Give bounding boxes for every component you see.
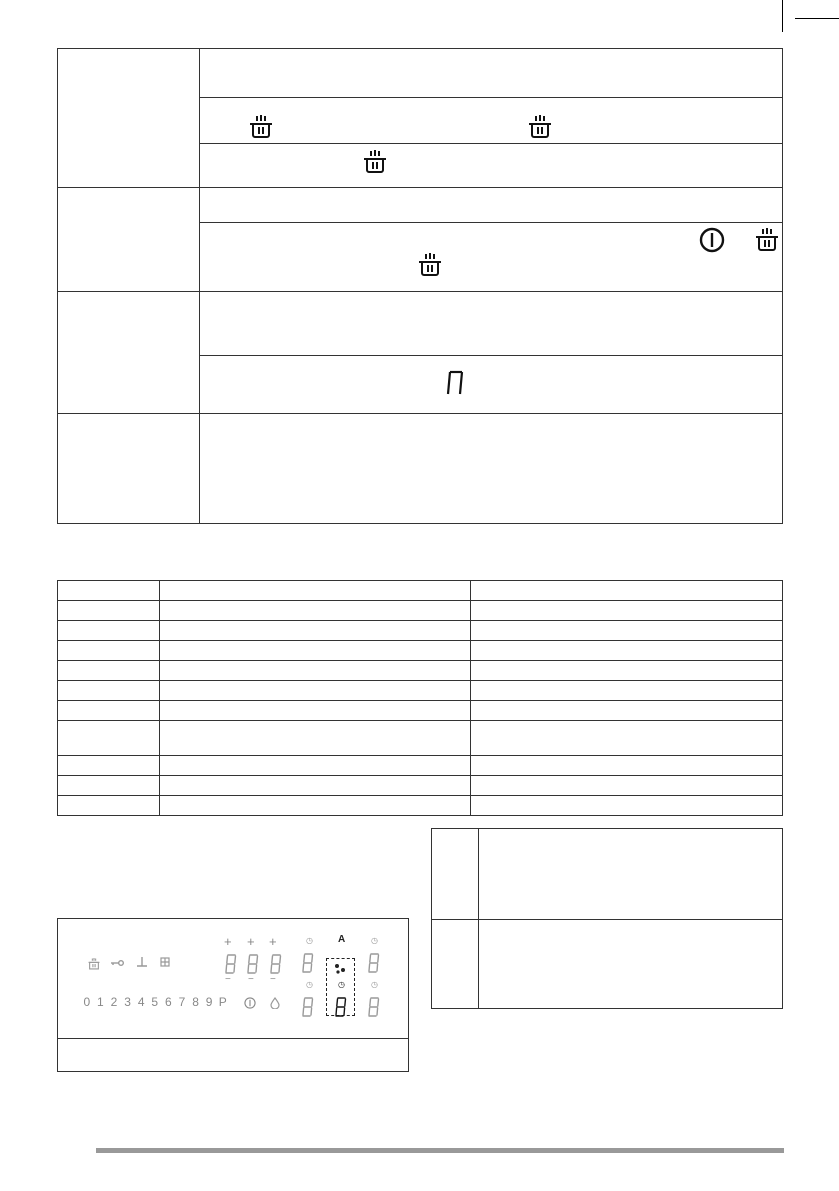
fan-icon[interactable] [334,963,346,978]
drop-icon[interactable] [270,997,280,1012]
pot-pause-icon [250,114,272,138]
table-cell [200,188,783,223]
pot-pause-icon [756,227,778,251]
power-level-slider[interactable] [80,995,230,1009]
timer-digit-display [367,996,381,1018]
timer-digit-display [301,952,315,974]
table-cell-label-4 [58,414,200,524]
power-icon[interactable] [244,997,256,1012]
level-0[interactable]: 0 [83,995,91,1009]
pot-pause-icon [88,957,100,974]
hood-digit-display [334,996,348,1018]
pot-pause-icon [364,149,386,173]
plus-button[interactable]: + [224,934,232,949]
table-cell-label-1 [58,49,200,188]
plus-button[interactable]: + [247,934,255,949]
table-cell [432,920,479,1009]
auto-mode-label[interactable]: A [338,934,346,945]
timer-icon: ◷ [338,980,345,989]
minus-button[interactable]: − [270,974,276,985]
plus-button[interactable]: + [269,934,277,949]
level-1[interactable]: 1 [97,995,104,1009]
power-icon [699,227,725,253]
timer-icon: ◷ [306,980,313,989]
timer-icon: ◷ [371,980,378,989]
table-cell [200,414,783,524]
table-cell [478,829,782,920]
zone-digit-display [224,953,238,975]
timer-digit-display [367,952,381,974]
control-panel-face [58,919,408,1039]
table-cell [200,223,783,292]
pot-pause-icon [529,114,551,138]
table-cell [200,144,783,188]
level-4[interactable]: 4 [137,995,145,1009]
zone-digit-display [269,953,283,975]
pot-pause-icon [419,252,441,276]
level-p[interactable]: P [218,995,227,1009]
footer-rule [96,1148,784,1153]
table-cell-label-3 [58,292,200,414]
minus-button[interactable]: − [248,974,254,985]
level-7[interactable]: 7 [178,995,186,1009]
control-panel-illustration [57,918,409,1072]
table-cell-label-2 [58,188,200,292]
level-3[interactable]: 3 [124,995,131,1009]
table-cell [432,829,479,920]
table-cell [200,98,783,144]
level-9[interactable]: 9 [205,995,213,1009]
level-8[interactable]: 8 [192,995,199,1009]
flex-zone-icon [159,956,171,971]
level-5[interactable]: 5 [151,995,159,1009]
minus-button[interactable]: − [225,974,231,985]
bridge-zone-icon [136,956,148,971]
instruction-table [57,48,783,524]
table-cell [200,356,783,414]
seven-segment-n-icon [445,368,465,398]
key-lock-icon [110,956,124,971]
crop-mark-vertical [782,0,783,32]
spec-table [57,580,783,816]
zone-digit-display [246,953,260,975]
legend-table [431,828,783,1009]
level-6[interactable]: 6 [165,995,172,1009]
timer-digit-display [301,996,315,1018]
table-cell [200,292,783,356]
table-cell [200,49,783,98]
level-2[interactable]: 2 [110,995,118,1009]
crop-mark-horizontal [795,18,839,19]
table-cell [478,920,782,1009]
timer-icon: ◷ [306,936,313,945]
timer-icon: ◷ [371,936,378,945]
